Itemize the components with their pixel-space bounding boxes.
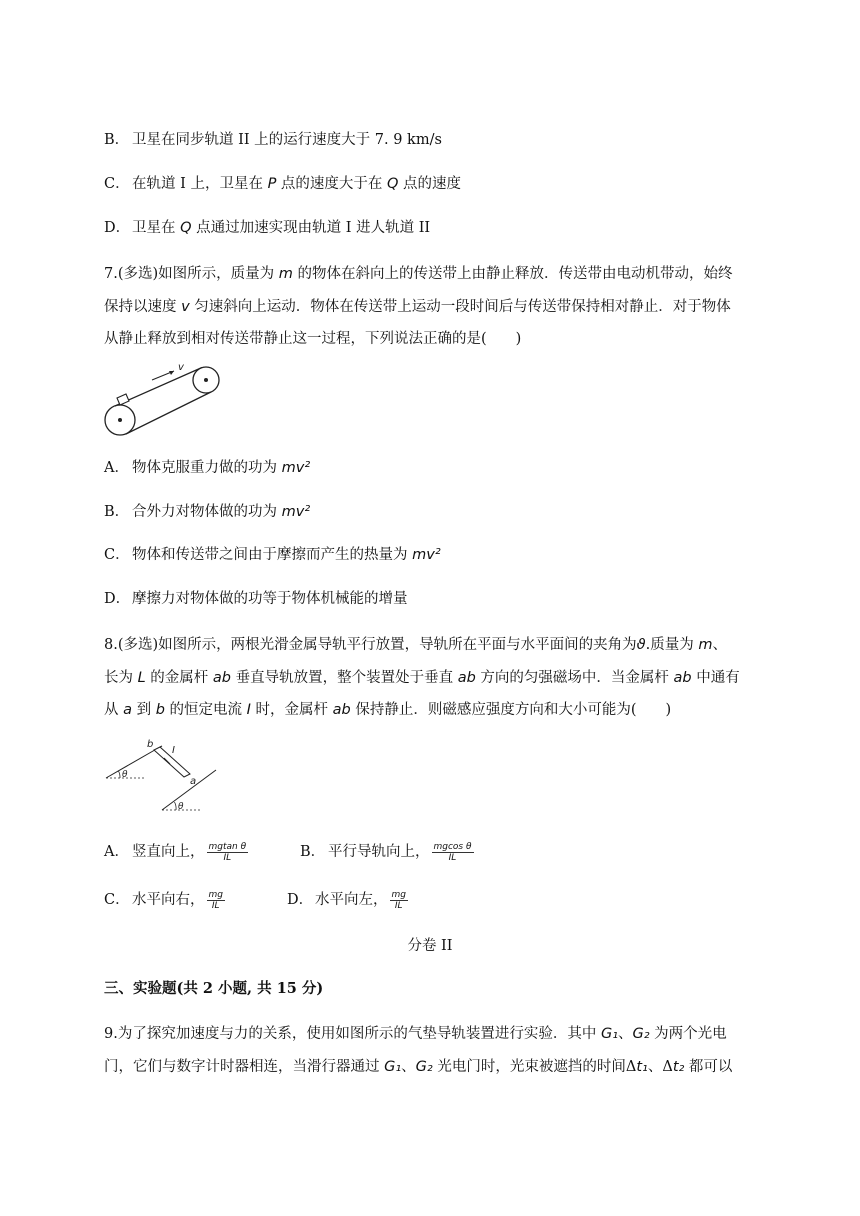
q6-option-d: D． 卫星在 Q 点通过加速实现由轨道 I 进人轨道 II bbox=[104, 220, 431, 236]
q7-option-c: C． 物体和传送带之间由于摩擦而产生的热量为 mv² bbox=[104, 547, 441, 563]
belt-bottom bbox=[126, 392, 211, 434]
label-I: I bbox=[172, 745, 175, 756]
q8-stem: 8.(多选)如图所示，两根光滑金属导轨平行放置，导轨所在平面与水平面间的夹角为ϑ.质量为 m、 长为 L 的金属杆 ab 垂直导轨放置，整个装置处于垂直 ab 方向的匀强磁场中．当金属杆 ab 中通有 从 a 到 b 的恒定电流 I 时，金属杆 ab 保持静止．则磁感应强度方向和大小可能为( ) bbox=[104, 637, 740, 718]
velocity-label: v bbox=[178, 362, 184, 373]
q8-option-b: B． 平行导轨向上， $\frac{\text{mgcos θ}}{IL}$ bbox=[300, 841, 472, 863]
q7-option-a: A． 物体克服重力做的功为 mv² bbox=[104, 460, 311, 476]
label-theta-lower: θ bbox=[178, 802, 184, 812]
lower-angle-arc bbox=[175, 802, 177, 810]
lower-rail bbox=[162, 770, 216, 810]
q8-option-c: C． 水平向右， $\frac{mg}{IL}$ bbox=[104, 889, 223, 911]
upper-pulley-axle bbox=[204, 378, 208, 382]
section-title: 分卷 II bbox=[407, 938, 453, 954]
fraction-b: $\frac{\text{mgcos θ}}{IL}$ bbox=[433, 841, 472, 863]
q6-option-b: B． 卫星在同步轨道 II 上的运行速度大于 7. 9 km/s bbox=[104, 132, 442, 148]
fraction-a: $\frac{\text{mgtan θ}}{IL}$ bbox=[208, 841, 247, 863]
upper-angle-arc bbox=[119, 771, 121, 778]
label-a: a bbox=[190, 776, 197, 787]
q9-stem: 9.为了探究加速度与力的关系，使用如图所示的气垫导轨装置进行实验．其中 G₁、G₂ 为两个光电 门，它们与数字计时器相连，当滑行器通过 G₁、G₂ 光电门时，光束被遮挡的时间Δt₁、Δt₂ 都可以 bbox=[104, 1026, 733, 1075]
inclined-rails-figure bbox=[100, 732, 224, 814]
conveyor-belt-figure bbox=[100, 358, 224, 438]
lower-pulley-axle bbox=[118, 418, 122, 422]
q8-option-d: D． 水平向左， $\frac{mg}{IL}$ bbox=[287, 889, 406, 911]
label-theta-upper: θ bbox=[122, 770, 128, 780]
q7-stem: 7.(多选)如图所示，质量为 m 的物体在斜向上的传送带上由静止释放．传送带由电动机带动，始终 保持以速度 v 匀速斜向上运动．物体在传送带上运动一段时间后与传送带保持相对静止．对于物体 从静止释放到相对传送带静止这一过程，下列说法正确的是( ) bbox=[104, 266, 733, 347]
q7-option-d: D． 摩擦力对物体做的功等于物体机械能的增量 bbox=[104, 591, 408, 607]
q7-option-b: B． 合外力对物体做的功为 mv² bbox=[104, 504, 311, 520]
q8-option-a: A． 竖直向上， $\frac{\text{mgtan θ}}{IL}$ bbox=[104, 841, 247, 863]
label-b: b bbox=[147, 739, 154, 750]
upper-rail bbox=[106, 747, 160, 778]
q6-option-c: C． 在轨道 I 上，卫星在 P 点的速度大于在 Q 点的速度 bbox=[104, 176, 462, 192]
fraction-d: $\frac{mg}{IL}$ bbox=[391, 889, 406, 911]
fraction-c: $\frac{mg}{IL}$ bbox=[208, 889, 223, 911]
block-object bbox=[117, 394, 129, 405]
part3-heading: 三、实验题(共 2 小题, 共 15 分) bbox=[104, 980, 324, 997]
